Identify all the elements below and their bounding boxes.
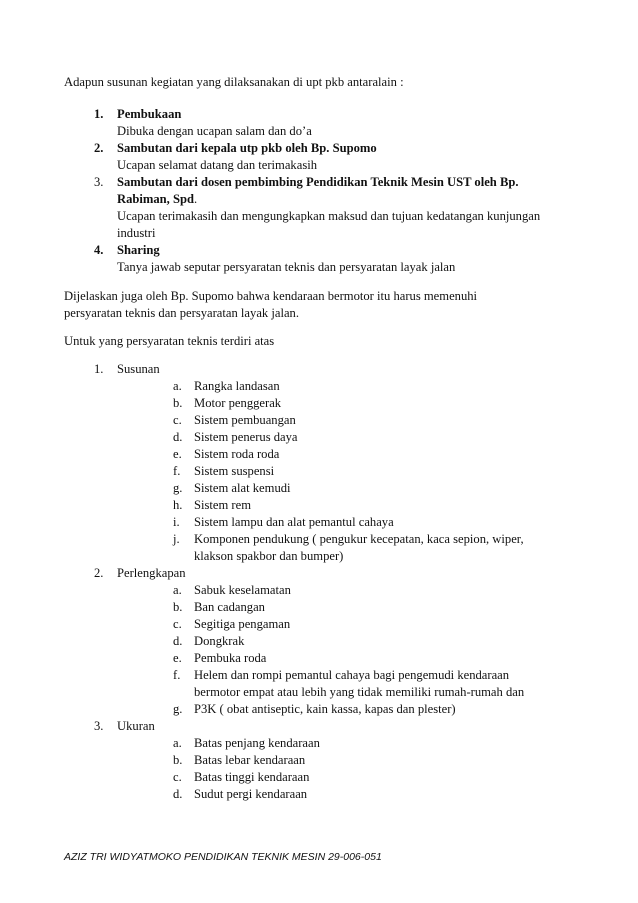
item-text: Sistem lampu dan alat pemantul cahaya [194, 515, 394, 529]
paragraph-line: Dijelaskan juga oleh Bp. Supomo bahwa kendaraan bermotor itu harus memenuhi [64, 289, 478, 303]
item-text: Sistem rem [194, 498, 252, 512]
requirement-title: Perlengkapan [117, 566, 186, 580]
item-text: Pembuka roda [194, 651, 267, 665]
item-text-cont: klakson spakbor dan bumper) [194, 549, 344, 563]
agenda-title: Sharing [117, 243, 160, 257]
item-text: Sistem penerus daya [194, 430, 298, 444]
item-letter: e. [173, 651, 182, 665]
item-letter: g. [173, 702, 183, 716]
item-letter: a. [173, 736, 182, 750]
agenda-desc: Tanya jawab seputar persyaratan teknis dan persyaratan layak jalan [117, 260, 456, 274]
item-text: Rangka landasan [194, 379, 280, 393]
item-letter: d. [173, 787, 183, 801]
paragraph-line: persyaratan teknis dan persyaratan layak jalan. [64, 306, 299, 320]
agenda-title: Pembukaan [117, 107, 182, 121]
agenda-title-suffix: . [194, 192, 198, 206]
item-letter: b. [173, 396, 183, 410]
item-text: Motor penggerak [194, 396, 282, 410]
item-letter: c. [173, 413, 182, 427]
item-text: Helem dan rompi pemantul cahaya bagi pengemudi kendaraan [194, 668, 510, 682]
item-text: Batas penjang kendaraan [194, 736, 320, 750]
item-letter: f. [173, 464, 181, 478]
paragraph-line: Untuk yang persyaratan teknis terdiri atas [64, 334, 275, 348]
requirement-number: 3. [94, 719, 104, 733]
item-letter: b. [173, 600, 183, 614]
requirement-number: 1. [94, 362, 104, 376]
item-letter: b. [173, 753, 183, 767]
item-letter: a. [173, 379, 182, 393]
item-letter: c. [173, 770, 182, 784]
item-letter: j. [173, 532, 180, 546]
item-text: Dongkrak [194, 634, 245, 648]
agenda-number: 1. [94, 107, 104, 121]
agenda-number: 3. [94, 175, 104, 189]
agenda-number: 2. [94, 141, 104, 155]
item-text: Sudut pergi kendaraan [194, 787, 308, 801]
item-letter: d. [173, 430, 183, 444]
item-text: Komponen pendukung ( pengukur kecepatan, kaca sepion, wiper, [194, 532, 524, 546]
item-letter: h. [173, 498, 183, 512]
item-text: Sistem suspensi [194, 464, 275, 478]
item-text: Segitiga pengaman [194, 617, 291, 631]
item-text: Ban cadangan [194, 600, 265, 614]
agenda-title: Sambutan dari dosen pembimbing Pendidikan Teknik Mesin UST oleh Bp. [117, 175, 519, 189]
requirement-number: 2. [94, 566, 104, 580]
requirement-title: Susunan [117, 362, 160, 376]
agenda-desc: industri [117, 226, 156, 240]
item-text: Sabuk keselamatan [194, 583, 291, 597]
item-letter: f. [173, 668, 181, 682]
agenda-desc: Ucapan selamat datang dan terimakasih [117, 158, 318, 172]
intro-text: Adapun susunan kegiatan yang dilaksanakan di upt pkb antaralain : [64, 75, 404, 89]
requirement-title: Ukuran [117, 719, 155, 733]
agenda-title: Sambutan dari kepala utp pkb oleh Bp. Supomo [117, 141, 377, 155]
item-letter: g. [173, 481, 183, 495]
item-letter: c. [173, 617, 182, 631]
item-text: P3K ( obat antiseptic, kain kassa, kapas dan plester) [194, 702, 456, 716]
item-letter: i. [173, 515, 180, 529]
item-letter: a. [173, 583, 182, 597]
item-letter: e. [173, 447, 182, 461]
item-text: Sistem pembuangan [194, 413, 296, 427]
item-letter: d. [173, 634, 183, 648]
agenda-number: 4. [94, 243, 104, 257]
agenda-desc: Dibuka dengan ucapan salam dan do’a [117, 124, 312, 138]
item-text-cont: bermotor empat atau lebih yang tidak memiliki rumah-rumah dan [194, 685, 525, 699]
item-text: Sistem alat kemudi [194, 481, 291, 495]
agenda-title-cont [117, 191, 197, 208]
item-text: Sistem roda roda [194, 447, 280, 461]
item-text: Batas lebar kendaraan [194, 753, 306, 767]
item-text: Batas tinggi kendaraan [194, 770, 310, 784]
agenda-desc: Ucapan terimakasih dan mengungkapkan maksud dan tujuan kedatangan kunjungan [117, 209, 541, 223]
page-footer: AZIZ TRI WIDYATMOKO PENDIDIKAN TEKNIK MESIN 29-006-051 [64, 851, 382, 863]
agenda-title-line: Rabiman, Spd [117, 192, 194, 206]
